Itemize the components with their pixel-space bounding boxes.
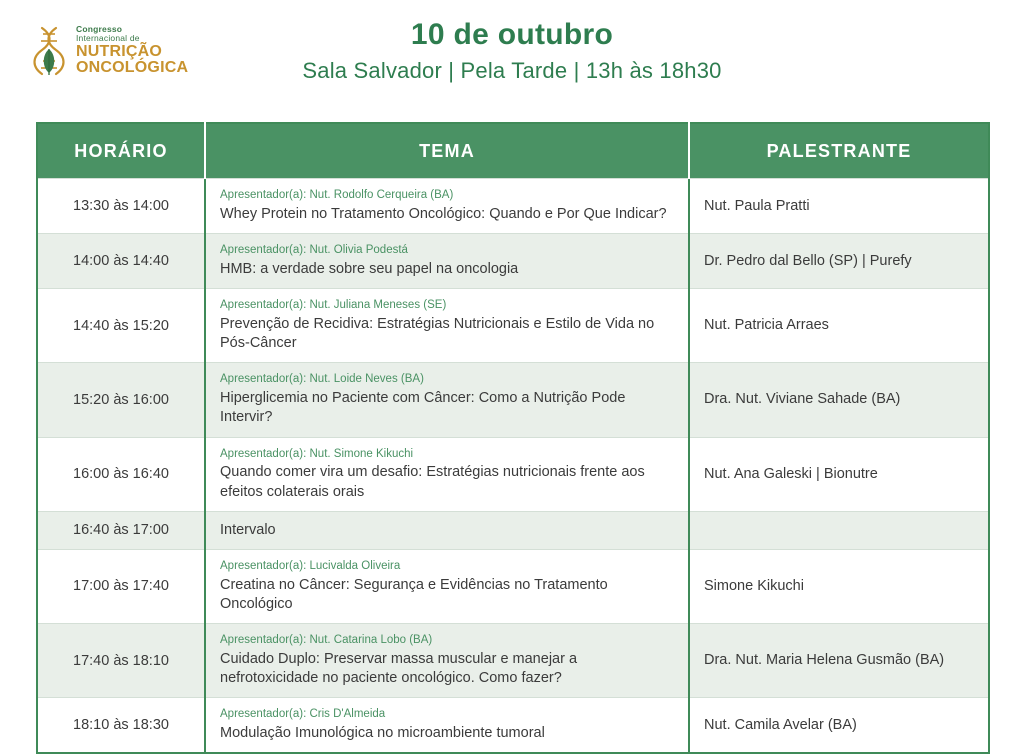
speaker-name: Dra. Nut. Viviane Sahade (BA) xyxy=(704,391,901,408)
theme-title: Modulação Imunológica no microambiente tumoral xyxy=(220,725,545,742)
table-head xyxy=(37,123,989,179)
cell-time: 17:00 às 17:40 xyxy=(37,549,205,623)
cell-time: 15:20 às 16:00 xyxy=(37,363,205,437)
presenter-label: Apresentador(a): Nut. Rodolfo Cerqueira (BA) xyxy=(220,189,454,201)
logo-line-1: Congresso xyxy=(76,23,123,34)
cell-theme xyxy=(205,363,689,437)
cell-speaker xyxy=(689,437,989,511)
presenter-label: Apresentador(a): Lucivalda Oliveira xyxy=(220,559,401,572)
presenter-label: Apresentador(a): Nut. Catarina Lobo (BA) xyxy=(220,634,433,646)
presenter-label: Apresentador(a): Nut. Loide Neves (BA) xyxy=(220,373,424,386)
cell-speaker xyxy=(689,179,989,234)
speaker-name: Nut. Paula Pratti xyxy=(704,197,810,214)
cell-time: 16:40 às 17:00 xyxy=(37,511,205,549)
theme-title: Intervalo xyxy=(220,521,276,538)
cell-theme xyxy=(205,179,689,234)
presenter-label: Apresentador(a): Nut. Olivia Podestá xyxy=(220,244,408,257)
cell-speaker xyxy=(689,624,989,698)
cell-speaker xyxy=(689,698,989,754)
table-row xyxy=(37,234,989,289)
table-row xyxy=(37,363,989,437)
schedule-table xyxy=(36,122,990,754)
theme-title: Quando comer vira um desafio: Estratégias nutricionais frente aos efeitos colaterais orais xyxy=(220,464,645,500)
cell-theme xyxy=(205,698,689,754)
cell-theme xyxy=(205,234,689,289)
cell-time: 14:00 às 14:40 xyxy=(37,234,205,289)
cell-theme xyxy=(205,511,689,549)
page-subtitle: Sala Salvador | Pela Tarde | 13h às 18h30 xyxy=(302,58,722,83)
theme-title: Creatina no Câncer: Segurança e Evidências no Tratamento Oncológico xyxy=(220,576,608,612)
speaker-name: Simone Kikuchi xyxy=(704,577,804,594)
page-header xyxy=(0,18,1024,84)
cell-speaker xyxy=(689,289,989,363)
column-header-tema: TEMA xyxy=(205,123,689,179)
speaker-name: Dr. Pedro dal Bello (SP) | Purefy xyxy=(704,252,912,269)
table-body xyxy=(37,179,989,754)
theme-title: Hiperglicemia no Paciente com Câncer: Como a Nutrição Pode Intervir? xyxy=(220,390,626,426)
theme-title: Whey Protein no Tratamento Oncológico: Quando e Por Que Indicar? xyxy=(220,205,667,222)
theme-title: HMB: a verdade sobre seu papel na oncologia xyxy=(220,261,519,277)
table-row xyxy=(37,437,989,511)
table-header-row xyxy=(37,123,989,179)
column-header-palestrante: PALESTRANTE xyxy=(689,123,989,179)
table-row xyxy=(37,698,989,754)
presenter-label: Apresentador(a): Cris D'Almeida xyxy=(220,708,386,721)
cell-speaker xyxy=(689,549,989,623)
cell-time: 13:30 às 14:00 xyxy=(37,179,205,234)
page-title: 10 de outubro xyxy=(410,18,614,51)
speaker-name xyxy=(704,530,974,531)
cell-time: 16:00 às 16:40 xyxy=(37,437,205,511)
cell-theme xyxy=(205,289,689,363)
speaker-name: Dra. Nut. Maria Helena Gusmão (BA) xyxy=(704,652,945,669)
column-header-horario: HORÁRIO xyxy=(37,123,205,179)
logo-line-2: Internacional de xyxy=(76,32,140,43)
presenter-label: Apresentador(a): Nut. Simone Kikuchi xyxy=(220,447,414,460)
cell-theme xyxy=(205,437,689,511)
speaker-name: Nut. Patricia Arraes xyxy=(704,317,829,334)
cell-time: 18:10 às 18:30 xyxy=(37,698,205,754)
cell-theme xyxy=(205,624,689,698)
table-row xyxy=(37,624,989,698)
theme-title: Prevenção de Recidiva: Estratégias Nutricionais e Estilo de Vida no Pós-Câncer xyxy=(220,316,655,352)
table-row xyxy=(37,511,989,549)
table-row xyxy=(37,549,989,623)
speaker-name: Nut. Ana Galeski | Bionutre xyxy=(704,465,878,482)
cell-speaker xyxy=(689,363,989,437)
table-row xyxy=(37,179,989,234)
cell-theme xyxy=(205,549,689,623)
cell-speaker xyxy=(689,234,989,289)
speaker-name: Nut. Camila Avelar (BA) xyxy=(704,716,857,733)
cell-time: 17:40 às 18:10 xyxy=(37,624,205,698)
logo-line-3: NUTRIÇÃO ONCOLÓGICA xyxy=(76,42,189,77)
cell-speaker xyxy=(689,511,989,549)
presenter-label: Apresentador(a): Nut. Juliana Meneses (SE) xyxy=(220,299,447,312)
table-row xyxy=(37,289,989,363)
cell-time: 14:40 às 15:20 xyxy=(37,289,205,363)
theme-title: Cuidado Duplo: Preservar massa muscular e manejar a nefrotoxicidade no paciente oncológico. Como fazer? xyxy=(220,650,578,687)
